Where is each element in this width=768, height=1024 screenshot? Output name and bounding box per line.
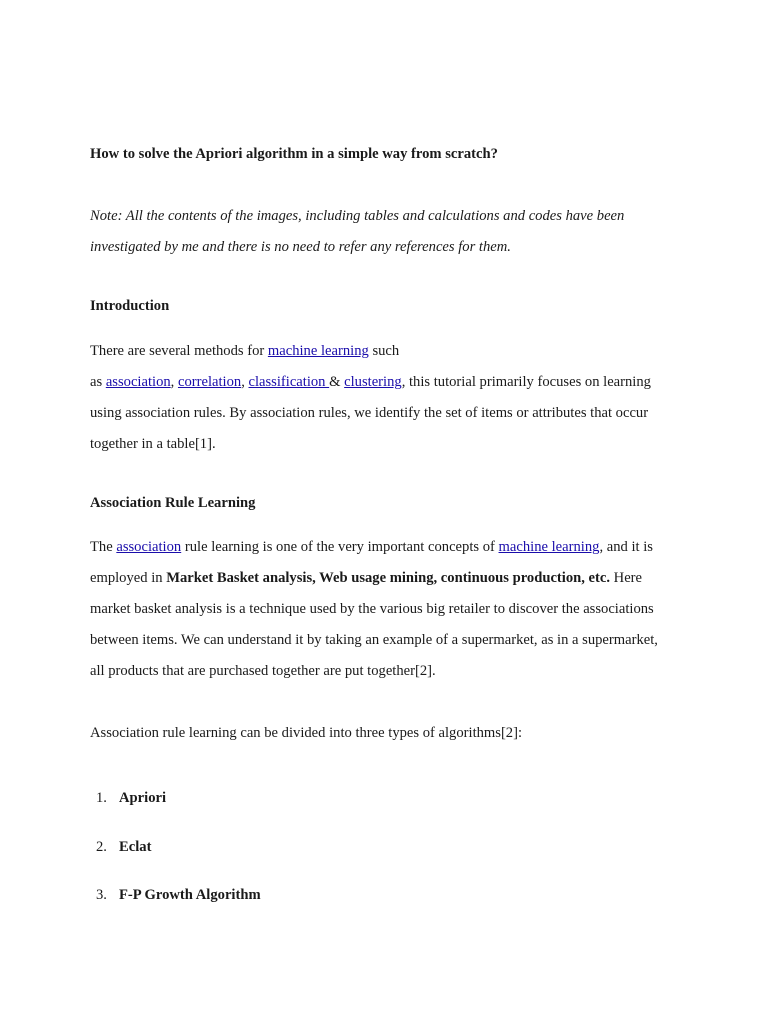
intro-text: , xyxy=(241,374,249,390)
algorithm-types-intro: Association rule learning can be divided into three types of algorithms[2]: xyxy=(90,725,523,741)
arl-text: employed in xyxy=(90,570,167,586)
machine-learning-link[interactable]: machine learning xyxy=(267,343,369,359)
list-item-number: 1. xyxy=(96,790,107,806)
arl-paragraph-line-2 xyxy=(90,569,642,587)
intro-paragraph-line-2 xyxy=(90,373,651,391)
intro-text: such xyxy=(368,343,400,359)
intro-text: & xyxy=(329,374,345,390)
arl-paragraph-line-4: between items. We can understand it by taking an example of a supermarket, as in a supermarket, xyxy=(90,632,658,648)
correlation-link[interactable]: correlation xyxy=(177,374,242,390)
list-item: F-P Growth Algorithm xyxy=(119,887,261,903)
arl-text: The xyxy=(90,539,117,555)
intro-paragraph-line-3: using association rules. By association rules, we identify the set of items or attributes that occur xyxy=(90,405,649,421)
introduction-heading: Introduction xyxy=(90,298,170,314)
arl-paragraph-line-3: market basket analysis is a technique used by the various big retailer to discover the associations xyxy=(90,601,654,617)
machine-learning-link[interactable]: machine learning xyxy=(498,539,600,555)
intro-paragraph-line-1 xyxy=(90,342,399,360)
association-link[interactable]: association xyxy=(116,539,182,555)
arl-paragraph-line-5: all products that are purchased together are put together[2]. xyxy=(90,663,436,679)
note-line-2: investigated by me and there is no need to refer any references for them. xyxy=(90,239,511,255)
intro-text: , this tutorial primarily focuses on learning xyxy=(401,374,651,390)
intro-paragraph-line-4: together in a table[1]. xyxy=(90,436,216,452)
arl-bold-text: Market Basket analysis, Web usage mining, continuous production, etc. xyxy=(166,570,611,586)
association-link[interactable]: association xyxy=(105,374,171,390)
arl-text: rule learning is one of the very important concepts of xyxy=(181,539,499,555)
list-item-number: 3. xyxy=(96,887,107,903)
intro-text: , xyxy=(170,374,178,390)
clustering-link[interactable]: clustering xyxy=(344,374,402,390)
association-rule-learning-heading: Association Rule Learning xyxy=(90,495,256,511)
list-item: Apriori xyxy=(119,790,167,806)
intro-text: as xyxy=(90,374,106,390)
arl-paragraph-line-1 xyxy=(90,538,653,556)
page-title: How to solve the Apriori algorithm in a simple way from scratch? xyxy=(90,146,498,162)
list-item-number: 2. xyxy=(96,839,107,855)
intro-text: There are several methods for xyxy=(90,343,268,359)
arl-text: , and it is xyxy=(599,539,653,555)
note-line-1: Note: All the contents of the images, including tables and calculations and codes have been xyxy=(90,208,625,224)
arl-text: Here xyxy=(610,570,643,586)
list-item: Eclat xyxy=(119,839,152,855)
classification-link[interactable]: classification xyxy=(248,374,330,390)
